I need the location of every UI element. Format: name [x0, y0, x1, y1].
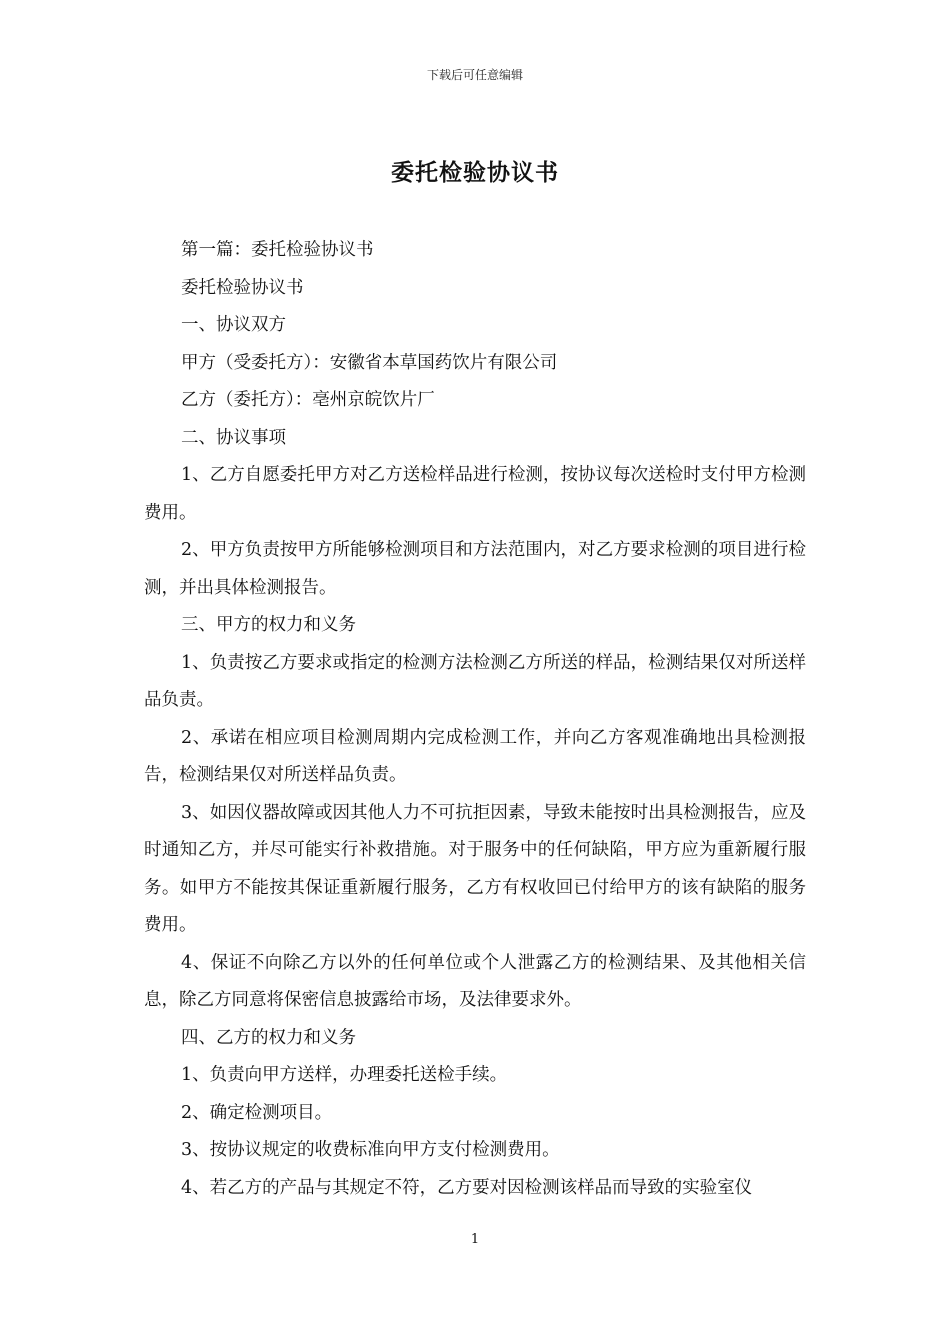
- paragraph: 2、甲方负责按甲方所能够检测项目和方法范围内，对乙方要求检测的项目进行检测，并出具体检测报告。: [144, 540, 806, 598]
- paragraph: 乙方（委托方）：亳州京皖饮片厂: [181, 390, 435, 410]
- page-number: 1: [470, 1232, 480, 1247]
- paragraph: 1、负责按乙方要求或指定的检测方法检测乙方所送的样品，检测结果仅对所送样品负责。: [144, 652, 806, 710]
- section-heading: 一、协议双方: [181, 315, 286, 335]
- paragraph: 3、如因仪器故障或因其他人力不可抗拒因素，导致未能按时出具检测报告，应及时通知乙方，并尽可能实行补救措施。对于服务中的任何缺陷，甲方应为重新履行服务。如甲方不能按其保证重新履行服务，乙方有权收回已付给甲方的该有缺陷的服务费用。: [144, 802, 806, 935]
- section-heading: 三、甲方的权力和义务: [181, 615, 356, 635]
- paragraph: 2、承诺在相应项目检测周期内完成检测工作，并向乙方客观准确地出具检测报告，检测结果仅对所送样品负责。: [144, 727, 806, 785]
- paragraph: 第一篇：委托检验协议书: [181, 240, 374, 260]
- paragraph: 1、负责向甲方送样，办理委托送检手续。: [181, 1065, 508, 1085]
- paragraph: 甲方（受委托方）：安徽省本草国药饮片有限公司: [181, 352, 558, 373]
- paragraph: 2、确定检测项目。: [181, 1102, 333, 1123]
- paragraph: 3、按协议规定的收费标准向甲方支付检测费用。: [181, 1140, 560, 1160]
- document-body: [144, 232, 806, 1207]
- section-heading: 二、协议事项: [181, 427, 286, 448]
- paragraph: 1、乙方自愿委托甲方对乙方送检样品进行检测，按协议每次送检时支付甲方检测费用。: [144, 465, 806, 523]
- page-header: 下载后可任意编辑: [426, 68, 523, 82]
- section-heading: 四、乙方的权力和义务: [181, 1027, 356, 1048]
- document-title: 委托检验协议书: [391, 159, 559, 186]
- paragraph: 委托检验协议书: [181, 277, 304, 298]
- paragraph: 4、保证不向除乙方以外的任何单位或个人泄露乙方的检测结果、及其他相关信息，除乙方同意将保密信息披露给市场，及法律要求外。: [144, 952, 806, 1010]
- paragraph: 4、若乙方的产品与其规定不符，乙方要对因检测该样品而导致的实验室仪: [181, 1177, 753, 1198]
